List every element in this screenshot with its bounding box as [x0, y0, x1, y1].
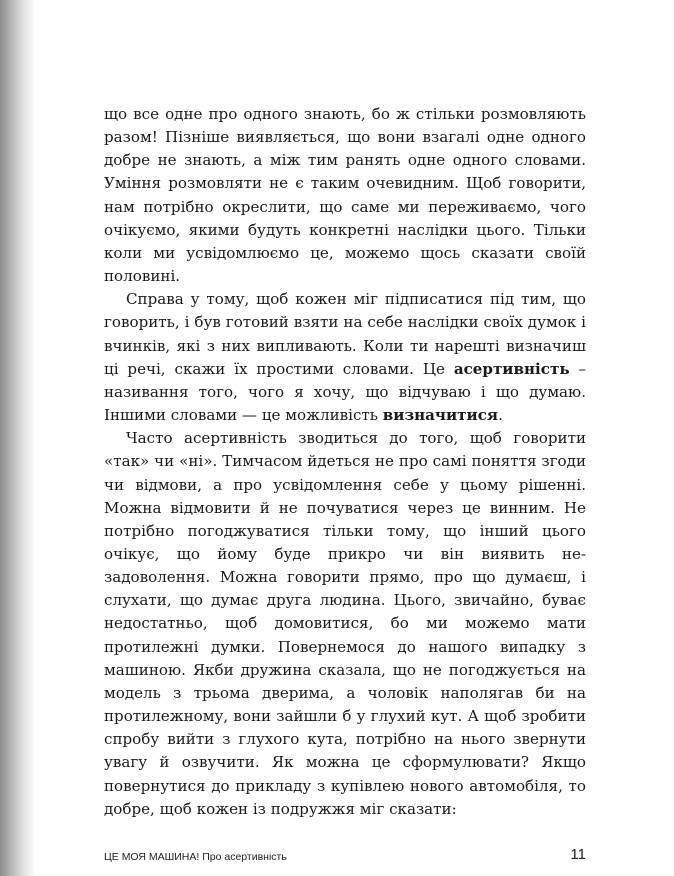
paragraph-3-text: Часто асертивність зводиться до того, щоб говорити «так» чи «ні». Тимчасом йдеться не про самі поняття згоди чи відмови, а про усвідомлення себе у цьому рішенні. Можна відмовити й не почуватися через це винним. Не потрібно погоджуватися тільки тому, що інший цього очікує, що йому буде прикро чи він виявить незадоволення. Можна говорити прямо, про що думаєш, і слухати, що думає друга людина. Цього, звичайно, буває недостатньо, щоб домовитися, бо ми можемо мати протилежні думки. Повернемося до нашого випадку з машиною. Якби дружина сказала, що не погоджується на модель з трьома дверима, а чоловік наполягав би на протилежному, вони зайшли б у глухий кут. А щоб зробити спробу вийти з глухого кута, потрібно на нього звернути увагу й озвучити. Як можна це сформулювати? Якщо повернутися до прикладу з купівлею нового автомобіля, то добре, щоб кожен із подружжя міг сказати:	[104, 429, 586, 818]
spine-shadow	[0, 0, 34, 876]
paragraph-2-text-start: Справа у тому, щоб кожен міг підписатися під тим, що говорить, і був готовий взяти на себе наслідки своїх думок і вчинків, які з них випливають. Коли ти нарешті визначиш ці речі, скажи їх простими словами. Це	[104, 290, 586, 378]
term-decide: визначитися	[382, 406, 499, 425]
paragraph-1-text: що все одне про одного знають, бо ж стільки розмовляють разом! Пізніше виявляється, що вони взагалі одне одного добре не знають, а між тим ранять одне одного словами. Уміння розмовляти не є таким очевидним. Щоб говорити, нам потрібно окреслити, що саме ми переживаємо, чого очікуємо, якими будуть конкретні наслідки цього. Тільки коли ми усвідомлюємо це, можемо щось сказати своїй половині.	[104, 105, 586, 286]
paragraph-1	[104, 103, 586, 288]
body-text	[104, 103, 586, 821]
page-number: 11	[570, 846, 586, 863]
term-assertiveness: асертивність	[453, 359, 570, 378]
paragraph-3	[104, 427, 586, 821]
paragraph-2-text-end: .	[498, 406, 503, 425]
running-footer-title: ЦЕ МОЯ МАШИНА! Про асертивність	[104, 851, 287, 863]
paragraph-2	[104, 288, 586, 427]
paragraph-2-text-middle: – називання того, чого я хочу, що відчуваю і що думаю. Іншими словами — це можливість	[104, 359, 586, 425]
